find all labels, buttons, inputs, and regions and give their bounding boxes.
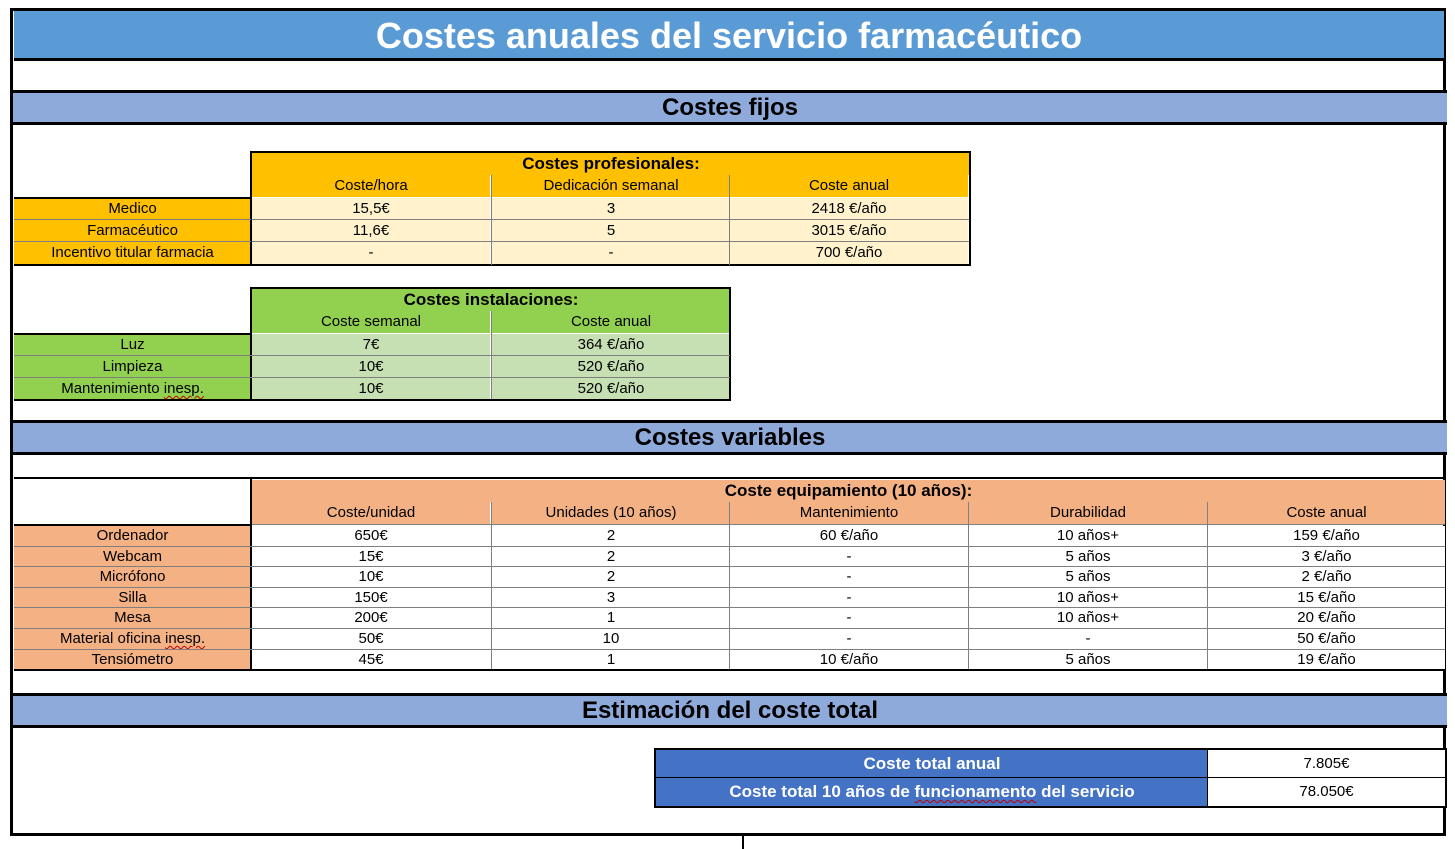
instalaciones-cell: 10€: [252, 356, 490, 378]
equipamiento-cell: 60 €/año: [730, 526, 968, 546]
equipamiento-border: [250, 477, 1446, 671]
total-border: [654, 748, 1447, 808]
equipamiento-cell: 45€: [252, 650, 490, 670]
profesionales-row-label: Incentivo titular farmacia: [14, 242, 251, 264]
profesionales-header: Coste anual: [730, 175, 968, 197]
equipamiento-row-label: Silla: [14, 588, 251, 608]
section-costes-fijos: Costes fijos: [13, 90, 1447, 125]
instalaciones-header: Coste anual: [492, 311, 730, 333]
equipamiento-cell: 20 €/año: [1208, 608, 1445, 628]
profesionales-cell: 3: [492, 198, 730, 220]
grid-line: [491, 502, 492, 669]
grid-line: [14, 333, 251, 335]
equipamiento-header: Unidades (10 años): [492, 502, 730, 524]
equipamiento-cell: 3 €/año: [1208, 547, 1445, 567]
grid-line: [14, 607, 1445, 608]
equipamiento-row-label: Webcam: [14, 547, 251, 567]
total-row-label: Coste total 10 años de funcionamento del servicio: [656, 778, 1208, 806]
grid-line: [14, 264, 251, 266]
equipamiento-cell: 650€: [252, 526, 490, 546]
grid-line: [14, 219, 251, 220]
grid-line: [14, 566, 1445, 567]
grid-line: [491, 175, 492, 265]
total-row-value: 78.050€: [1208, 778, 1445, 806]
total-row-value: 7.805€: [1208, 750, 1445, 778]
equipamiento-row-label: Material oficina inesp.: [14, 629, 251, 649]
equipamiento-cell: 10 €/año: [730, 650, 968, 670]
instalaciones-row-label: Mantenimiento inesp.: [14, 378, 251, 400]
spellcheck-underline: inesp.: [163, 380, 204, 397]
equipamiento-cell: -: [730, 629, 968, 649]
profesionales-row-label: Medico: [14, 198, 251, 220]
grid-line: [14, 649, 1445, 650]
profesionales-cell: -: [252, 242, 490, 264]
equipamiento-cell: 2 €/año: [1208, 567, 1445, 587]
grid-line: [14, 669, 1445, 671]
profesionales-title: Costes profesionales:: [252, 153, 970, 175]
equipamiento-cell: 5 años: [969, 547, 1207, 567]
equipamiento-cell: 15€: [252, 547, 490, 567]
grid-line: [250, 477, 252, 671]
equipamiento-cell: 10 años+: [969, 588, 1207, 608]
equipamiento-title: Coste equipamiento (10 años):: [252, 480, 1445, 502]
equipamiento-cell: 10€: [252, 567, 490, 587]
equipamiento-row-label: Ordenador: [14, 526, 251, 546]
equipamiento-cell: 10 años+: [969, 608, 1207, 628]
equipamiento-row-label: Micrófono: [14, 567, 251, 587]
equipamiento-cell: 10 años+: [969, 526, 1207, 546]
grid-line: [252, 219, 969, 220]
grid-line: [14, 377, 730, 378]
grid-line: [14, 197, 251, 199]
grid-line: [14, 546, 1445, 547]
instalaciones-row-label: Limpieza: [14, 356, 251, 378]
equipamiento-cell: 10: [492, 629, 730, 649]
profesionales-cell: 15,5€: [252, 198, 490, 220]
grid-line: [968, 502, 969, 669]
profesionales-cell: 11,6€: [252, 220, 490, 242]
spellcheck-underline: inesp.: [165, 630, 206, 647]
equipamiento-cell: -: [969, 629, 1207, 649]
instalaciones-cell: 520 €/año: [492, 378, 730, 400]
equipamiento-header: Coste/unidad: [252, 502, 490, 524]
equipamiento-cell: 5 años: [969, 567, 1207, 587]
grid-line: [729, 502, 730, 669]
instalaciones-cell: 10€: [252, 378, 490, 400]
equipamiento-cell: 1: [492, 608, 730, 628]
equipamiento-cell: 50€: [252, 629, 490, 649]
instalaciones-cell: 520 €/año: [492, 356, 730, 378]
grid-line: [1207, 750, 1208, 806]
equipamiento-cell: 200€: [252, 608, 490, 628]
equipamiento-cell: 2: [492, 547, 730, 567]
instalaciones-row-label: Luz: [14, 334, 251, 356]
instalaciones-title: Costes instalaciones:: [252, 289, 730, 311]
profesionales-cell: 2418 €/año: [730, 198, 968, 220]
instalaciones-cell: 364 €/año: [492, 334, 730, 356]
profesionales-row-label: Farmacéutico: [14, 220, 251, 242]
equipamiento-cell: 15 €/año: [1208, 588, 1445, 608]
instalaciones-header: Coste semanal: [252, 311, 490, 333]
equipamiento-cell: 2: [492, 526, 730, 546]
equipamiento-header: Mantenimiento: [730, 502, 968, 524]
equipamiento-cell: -: [730, 588, 968, 608]
equipamiento-cell: -: [730, 547, 968, 567]
profesionales-cell: -: [492, 242, 730, 264]
grid-line: [14, 524, 251, 526]
grid-line: [252, 524, 1445, 525]
equipamiento-row-label: Mesa: [14, 608, 251, 628]
equipamiento-cell: 19 €/año: [1208, 650, 1445, 670]
profesionales-cell: 5: [492, 220, 730, 242]
equipamiento-cell: 159 €/año: [1208, 526, 1445, 546]
column-divider-tick: [742, 836, 744, 849]
profesionales-cell: 700 €/año: [730, 242, 968, 264]
equipamiento-header: Durabilidad: [969, 502, 1207, 524]
section-costes-variables: Costes variables: [13, 420, 1447, 455]
total-row-label: Coste total anual: [656, 750, 1208, 778]
equipamiento-cell: -: [730, 608, 968, 628]
equipamiento-cell: 50 €/año: [1208, 629, 1445, 649]
equipamiento-cell: 150€: [252, 588, 490, 608]
equipamiento-cell: 1: [492, 650, 730, 670]
equipamiento-row-label: Tensiómetro: [14, 650, 251, 670]
equipamiento-cell: -: [730, 567, 968, 587]
equipamiento-cell: 5 años: [969, 650, 1207, 670]
instalaciones-cell: 7€: [252, 334, 490, 356]
grid-line: [252, 241, 969, 242]
grid-line: [729, 175, 730, 265]
equipamiento-header: Coste anual: [1208, 502, 1445, 524]
profesionales-border: [250, 151, 971, 266]
grid-line: [14, 355, 730, 356]
page-title: Costes anuales del servicio farmacéutico: [14, 11, 1444, 61]
profesionales-cell: 3015 €/año: [730, 220, 968, 242]
profesionales-header: Coste/hora: [252, 175, 490, 197]
profesionales-header: Dedicación semanal: [492, 175, 730, 197]
equipamiento-cell: 2: [492, 567, 730, 587]
grid-line: [14, 241, 251, 242]
section-estimacion-total: Estimación del coste total: [13, 693, 1447, 728]
grid-line: [1207, 502, 1208, 669]
grid-line: [14, 628, 1445, 629]
grid-line: [656, 777, 1445, 778]
equipamiento-cell: 3: [492, 588, 730, 608]
grid-line: [14, 587, 1445, 588]
grid-line: [14, 399, 251, 401]
spellcheck-underline: funcionamento: [914, 782, 1037, 801]
